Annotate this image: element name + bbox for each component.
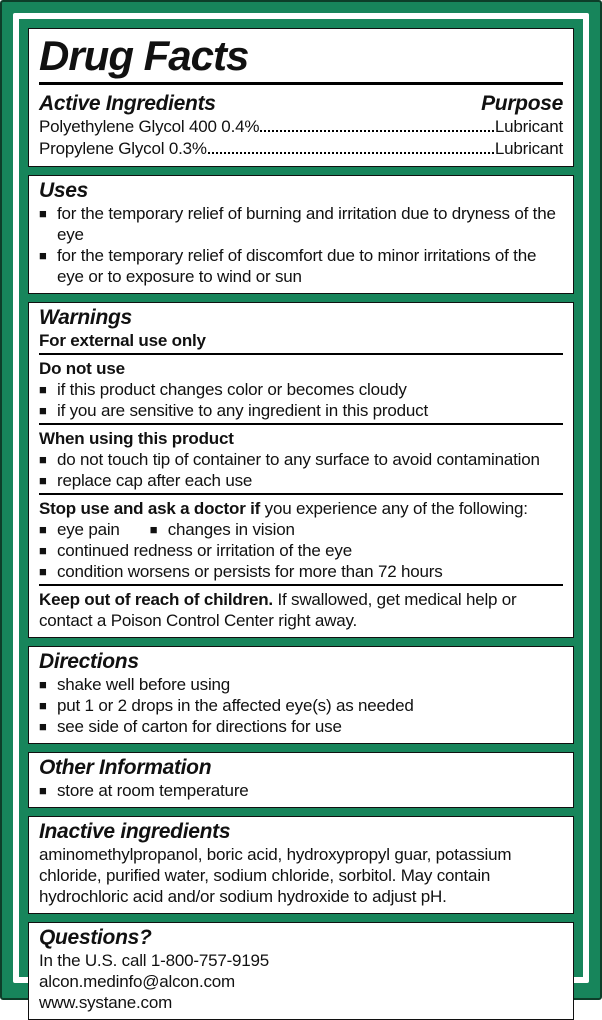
section-title-active-ingredients	[28, 28, 574, 167]
list-item	[150, 519, 295, 540]
questions-website: www.systane.com	[39, 993, 173, 1012]
list-item	[39, 519, 120, 540]
section-questions	[28, 922, 574, 1020]
when-using-heading: When using this product	[39, 429, 234, 448]
ingredient-purpose: Lubricant	[494, 117, 563, 136]
list-item	[39, 540, 563, 561]
purpose-heading: Purpose	[481, 92, 563, 115]
bullet-icon: ■	[39, 403, 47, 418]
questions-email: alcon.medinfo@alcon.com	[39, 972, 235, 991]
list-item	[39, 400, 563, 421]
list-item	[39, 780, 563, 801]
ingredient-name: Propylene Glycol 0.3%	[39, 139, 207, 158]
do-not-use-heading: Do not use	[39, 359, 125, 378]
list-item-text: shake well before using	[57, 675, 231, 694]
bullet-icon: ■	[39, 473, 47, 488]
bullet-icon: ■	[39, 382, 47, 397]
warnings-divider	[39, 353, 563, 355]
list-item-text: store at room temperature	[57, 781, 249, 800]
inactive-ingredients-heading: Inactive ingredients	[39, 820, 231, 843]
stop-use-bold: Stop use and ask a doctor if	[39, 499, 261, 518]
ingredient-purpose: Lubricant	[494, 139, 563, 158]
list-item	[39, 695, 563, 716]
keep-out-of-reach-text	[39, 589, 563, 631]
questions-phone: In the U.S. call 1-800-757-9195	[39, 951, 270, 970]
dot-leader	[260, 130, 494, 132]
stop-use-rest: you experience any of the following:	[260, 499, 528, 518]
keep-out-bold: Keep out of reach of children.	[39, 590, 273, 609]
list-item	[39, 470, 563, 491]
list-item	[39, 245, 563, 287]
section-other-information	[28, 752, 574, 808]
list-item-text: put 1 or 2 drops in the affected eye(s) as needed	[57, 696, 414, 715]
section-inactive-ingredients	[28, 816, 574, 914]
bullet-icon: ■	[39, 564, 47, 579]
list-item-text: condition worsens or persists for more than 72 hours	[57, 562, 443, 581]
list-item-text: eye pain	[57, 520, 120, 539]
ingredient-name: Polyethylene Glycol 400 0.4%	[39, 117, 260, 136]
active-ingredients-header-row	[39, 91, 563, 116]
warnings-heading: Warnings	[39, 306, 132, 329]
bullet-icon: ■	[39, 698, 47, 713]
uses-heading: Uses	[39, 179, 89, 202]
questions-heading: Questions?	[39, 926, 152, 949]
bullet-icon: ■	[39, 522, 47, 537]
warnings-divider	[39, 423, 563, 425]
inactive-ingredients-text: aminomethylpropanol, boric acid, hydroxypropyl guar, potassium chloride, purified water, sodium chloride, sorbitol. May contain hydrochloric acid and/or sodium hydroxide to adjust pH.	[39, 845, 512, 906]
active-ingredient-row	[39, 138, 563, 160]
section-uses	[28, 175, 574, 294]
bullet-icon: ■	[39, 677, 47, 692]
list-item	[39, 379, 563, 400]
stop-use-line	[39, 498, 563, 519]
list-item-text: if you are sensitive to any ingredient in this product	[57, 401, 428, 420]
bullet-icon: ■	[39, 206, 47, 221]
bullet-icon: ■	[39, 543, 47, 558]
list-item	[39, 449, 563, 470]
stop-use-inline-items	[39, 519, 563, 540]
warnings-divider	[39, 584, 563, 586]
bullet-icon: ■	[39, 452, 47, 467]
keep-out-rest: If swallowed, get medical help or contact a Poison Control Center right away.	[39, 590, 517, 630]
list-item-text: continued redness or irritation of the eye	[57, 541, 352, 560]
bullet-icon: ■	[39, 719, 47, 734]
list-item-text: do not touch tip of container to any surface to avoid contamination	[57, 450, 540, 469]
other-information-heading: Other Information	[39, 756, 212, 779]
directions-heading: Directions	[39, 650, 139, 673]
list-item	[39, 716, 563, 737]
list-item	[39, 561, 563, 582]
list-item-text: if this product changes color or becomes cloudy	[57, 380, 407, 399]
bullet-icon: ■	[39, 783, 47, 798]
list-item	[39, 674, 563, 695]
list-item-text: for the temporary relief of discomfort due to minor irritations of the eye or to exposure to wind or sun	[57, 246, 537, 286]
section-warnings	[28, 302, 574, 638]
active-ingredient-row	[39, 116, 563, 138]
list-item-text: changes in vision	[167, 520, 295, 539]
list-item-text: replace cap after each use	[57, 471, 253, 490]
list-item-text: for the temporary relief of burning and irritation due to dryness of the eye	[57, 204, 556, 244]
active-ingredients-heading: Active Ingredients	[39, 92, 216, 115]
page-title: Drug Facts	[39, 32, 249, 79]
bullet-icon: ■	[149, 522, 158, 537]
title-divider	[39, 82, 563, 85]
external-use-text: For external use only	[39, 331, 206, 350]
warnings-divider	[39, 493, 563, 495]
dot-leader	[208, 152, 494, 154]
list-item-text: see side of carton for directions for use	[57, 717, 342, 736]
section-directions	[28, 646, 574, 744]
bullet-icon: ■	[39, 248, 47, 263]
list-item	[39, 203, 563, 245]
label-inner-outline	[13, 13, 589, 1012]
